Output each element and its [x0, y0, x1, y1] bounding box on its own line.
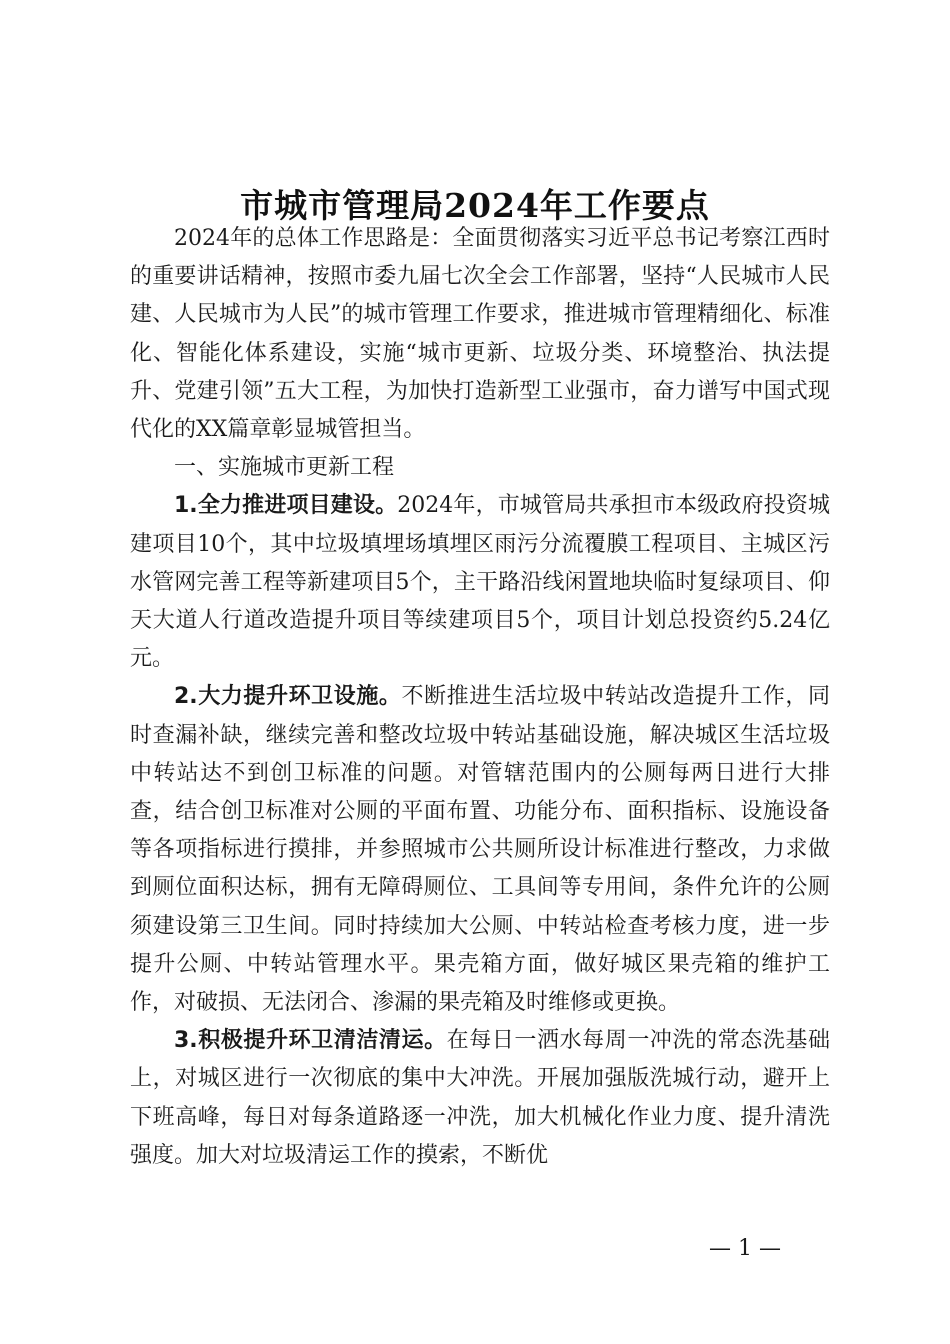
section-heading: 一、实施城市更新工程 — [174, 455, 395, 481]
intro-paragraph: 2024年的总体工作思路是：全面贯彻落实习近平总书记考察江西时的重要讲话精神，按照市委九届七次全会工作部署，坚持“人民城市人民建、人民城市为人民”的城市管理工作要求，推进城市管理精细化、标准化、智能化体系建设，实施“城市更新、垃圾分类、环境整治、执法提升、党建引领”五大工程，为加快打造新型工业强市，奋力谱写中国式现代化的XX篇章彰显城管担当。 — [130, 226, 830, 443]
item-text-2: 不断推进生活垃圾中转站改造提升工作，同时查漏补缺，继续完善和整改垃圾中转站基础设施，解决城区生活垃圾中转站达不到创卫标准的问题。对管辖范围内的公厕每两日进行大排查，结合创卫标准对公厕的平面布置、功能分布、面积指标、设施设备等各项指标进行摸排，并参照城市公共厕所设计标准进行整改，力求做到厕位面积达标，拥有无障碍厕位、工具间等专用间，条件允许的公厕须建设第三卫生间。同时持续加大公厕、中转站检查考核力度，进一步提升公厕、中转站管理水平。果壳箱方面，做好城区果壳箱的维护工作，对破损、无法闭合、渗漏的果壳箱及时维修或更换。 — [130, 684, 830, 1016]
item-paragraph-1 — [130, 487, 830, 678]
item-lead-2: 2.大力提升环卫设施。 — [174, 684, 402, 710]
item-text-3: 在每日一洒水每周一冲洗的常态洗基础上，对城区进行一次彻底的集中大冲洗。开展加强版洗城行动，避开上下班高峰，每日对每条道路逐一冲洗，加大机械化作业力度、提升清洗强度。加大对垃圾清运工作的摸索，不断优 — [130, 1028, 830, 1168]
item-lead-1: 1.全力推进项目建设。 — [174, 493, 398, 519]
document-body — [130, 220, 830, 1175]
item-lead-3: 3.积极提升环卫清洁清运。 — [174, 1028, 447, 1054]
item-text-1: 2024年，市城管局共承担市本级政府投资城建项目10个，其中垃圾填埋场填埋区雨污分流覆膜工程项目、主城区污水管网完善工程等新建项目5个，主干路沿线闲置地块临时复绿项目、仰天大道人行道改造提升项目等续建项目5个，项目计划总投资约5.24亿元。 — [130, 493, 830, 672]
item-paragraph-2 — [130, 678, 830, 1022]
page-number: — 1 — — [709, 1236, 781, 1261]
document-title: 市城市管理局2024年工作要点 — [240, 186, 710, 225]
item-paragraph-3 — [130, 1022, 830, 1175]
